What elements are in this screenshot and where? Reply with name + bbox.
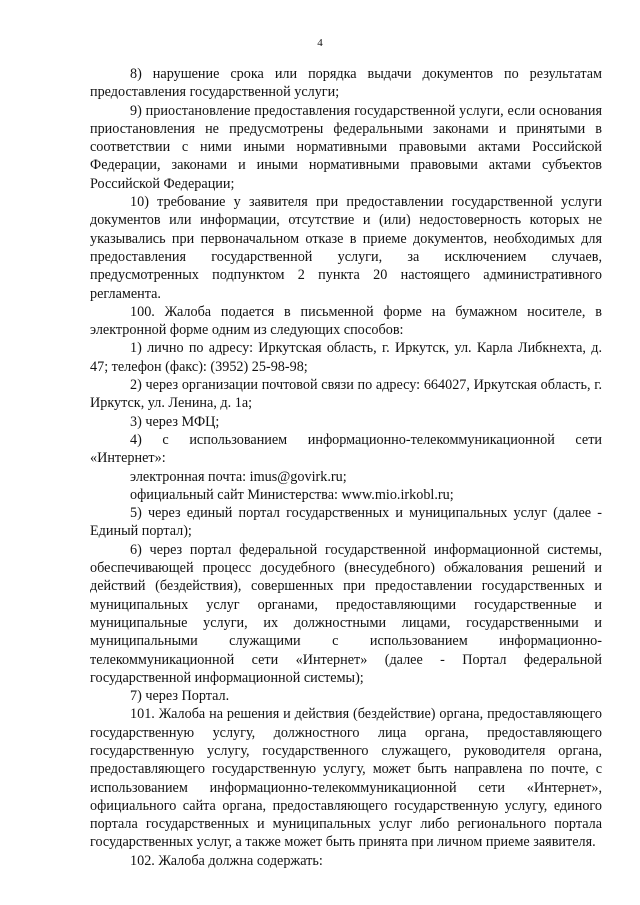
- paragraph-item-8: 8) нарушение срока или порядка выдачи документов по результатам предоставления государственной услуги;: [90, 66, 602, 101]
- paragraph-method-1: 1) лично по адресу: Иркутская область, г. Иркутск, ул. Карла Либкнехта, д. 47; телефон (факс): (3952) 25-98-98;: [90, 340, 602, 375]
- paragraph-clause-100: 100. Жалоба подается в письменной форме на бумажном носителе, в электронной форме одним из следующих способов:: [90, 303, 602, 339]
- paragraph-method-7: 7) через Портал.: [130, 688, 230, 705]
- paragraph-method-5: 5) через единый портал государственных и муниципальных услуг (далее - Единый портал);: [90, 505, 602, 540]
- paragraph-item-10: 10) требование у заявителя при предоставлении государственной услуги документов или информации, отсутствие и (или) недостоверность которых не указывались при первоначальном отказе в приеме документов, необходимых для предоставления государственной услуги, за исключением случаев, предусмотренных подпунктом 2 пункта 20 настоящего административного регламента.: [90, 194, 602, 302]
- paragraph-method-4: 4) с использованием информационно-телекоммуникационной сети «Интернет»:: [90, 431, 602, 467]
- paragraph-item-9: 9) приостановление предоставления государственной услуги, если основания приостановления не предусмотрены федеральными законами и принятыми в соответствии с ними иными нормативными правовыми актами Российской Федерации, законами и иными нормативными правовыми актами субъектов Российской Федерации;: [90, 102, 602, 192]
- paragraph-method-2: 2) через организации почтовой связи по адресу: 664027, Иркутская область, г. Иркутск, ул. Ленина, д. 1а;: [90, 377, 602, 412]
- paragraph-method-3: 3) через МФЦ;: [130, 413, 220, 430]
- paragraph-email: электронная почта: imus@govirk.ru;: [130, 468, 347, 485]
- page-number: 4: [317, 37, 323, 49]
- paragraph-clause-102: 102. Жалоба должна содержать:: [130, 852, 323, 869]
- paragraph-method-6: 6) через портал федеральной государственной информационной системы, обеспечивающей процесс досудебного (внесудебного) обжалования решений и действий (бездействия), совершенных при предоставлении государственных и муниципальных услуг органами, предоставляющими государственные и муниципальные услуги, их должностными лицами, государственными и муниципальными служащими с использованием информационно-телекоммуникационной сети «Интернет» (далее - Портал федеральной государственной информационной системы);: [90, 541, 602, 686]
- paragraph-clause-101: 101. Жалоба на решения и действия (бездействие) органа, предоставляющего государственную услугу, должностного лица органа, предоставляющего государственную услугу, государственного служащего, руководителя органа, предоставляющего государственную услугу, может быть направлена по почте, с использованием информационно-телекоммуникационной сети «Интернет», официального сайта органа, предоставляющего государственную услугу, единого портала государственных и муниципальных услуг либо регионального портала государственных услуг, а также может быть принята при личном приеме заявителя.: [90, 706, 602, 851]
- paragraph-website: официальный сайт Министерства: www.mio.irkobl.ru;: [130, 486, 454, 503]
- document-body: [90, 65, 602, 870]
